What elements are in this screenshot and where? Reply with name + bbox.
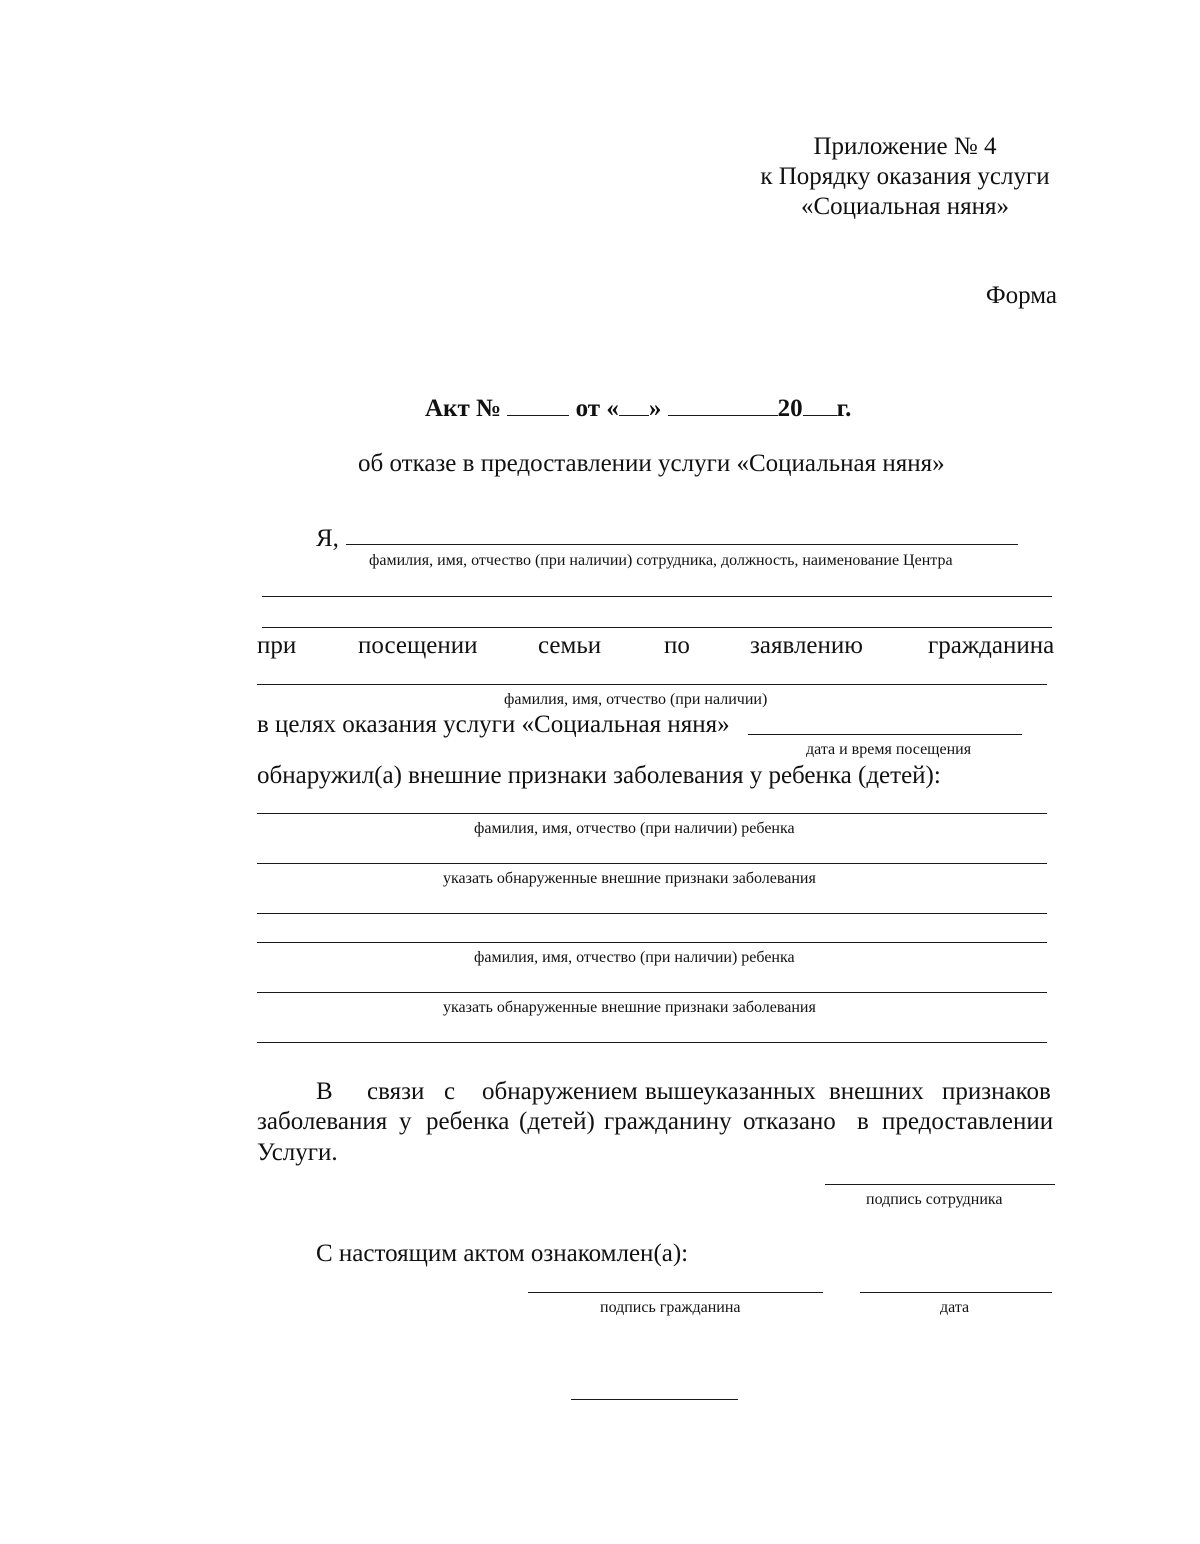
signs-1-caption: указать обнаруженные внешние признаки заболевания <box>443 870 816 887</box>
child-2-line <box>257 942 1047 943</box>
child-2-caption: фамилия, имя, отчество (при наличии) ребенка <box>474 949 795 966</box>
citizen-signature-caption: подпись гражданина <box>600 1299 741 1316</box>
citizen-line <box>257 684 1047 685</box>
conclusion-word: обнаружением <box>482 1078 638 1105</box>
conclusion-word: отказано <box>743 1108 836 1135</box>
conclusion-line-3: Услуги. <box>257 1139 338 1166</box>
visit-word-5: заявлению <box>750 632 863 659</box>
act-month-field <box>668 393 778 416</box>
conclusion-word: признаков <box>942 1078 1051 1105</box>
visit-word-4: по <box>664 632 690 659</box>
conclusion-word: у <box>399 1108 412 1135</box>
appendix-number: Приложение № 4 <box>813 133 997 160</box>
act-number-field <box>507 393 569 416</box>
closing-separator <box>571 1399 738 1400</box>
visit-word-6: гражданина <box>928 632 1055 659</box>
visit-word-3: семьи <box>538 632 602 659</box>
conclusion-word: ребенка <box>426 1108 510 1135</box>
employee-signature-line <box>825 1184 1055 1185</box>
conclusion-word: заболевания <box>257 1108 388 1135</box>
conclusion-word: с <box>444 1078 456 1105</box>
employee-signature-caption: подпись сотрудника <box>866 1191 1003 1208</box>
employee-caption: фамилия, имя, отчество (при наличии) сотрудника, должность, наименование Центра <box>369 552 953 569</box>
child-1-caption: фамилия, имя, отчество (при наличии) ребенка <box>474 820 795 837</box>
form-label: Форма <box>985 282 1057 309</box>
conclusion-word: вышеуказанных <box>645 1078 816 1105</box>
i-prefix: Я, <box>316 525 339 552</box>
signs-2-caption: указать обнаруженные внешние признаки заболевания <box>443 999 816 1016</box>
datetime-line <box>748 734 1022 735</box>
act-date-close-quote: » <box>648 395 662 422</box>
employee-line-2 <box>262 596 1052 597</box>
child-1-line <box>257 813 1047 814</box>
conclusion-word: гражданину <box>604 1108 732 1135</box>
employee-line <box>346 544 1018 545</box>
date-signature-caption: дата <box>940 1299 970 1316</box>
act-day-field <box>619 393 649 416</box>
act-year-prefix: 20 <box>777 395 803 422</box>
signs-1-line-2 <box>257 913 1047 914</box>
visit-word-1: при <box>257 632 297 659</box>
citizen-signature-line <box>528 1292 823 1293</box>
acknowledged-text: С настоящим актом ознакомлен(а): <box>316 1240 689 1267</box>
conclusion-word: связи <box>367 1078 425 1105</box>
conclusion-word: в <box>857 1108 869 1135</box>
appendix-service-name: «Социальная няня» <box>800 193 1010 220</box>
purpose-text: в целях оказания услуги «Социальная няня» <box>257 711 730 738</box>
act-date-from: от « <box>575 395 619 422</box>
visit-word-2: посещении <box>358 632 478 659</box>
act-number-label: Акт № <box>425 395 502 422</box>
conclusion-word: (детей) <box>519 1108 595 1135</box>
appendix-reference: к Порядку оказания услуги <box>760 163 1050 190</box>
citizen-caption: фамилия, имя, отчество (при наличии) <box>504 691 768 708</box>
signs-2-line <box>257 992 1047 993</box>
act-subtitle: об отказе в предоставлении услуги «Социальная няня» <box>358 450 945 477</box>
datetime-caption: дата и время посещения <box>806 741 972 758</box>
date-signature-line <box>860 1292 1052 1293</box>
found-text: обнаружил(а) внешние признаки заболевания у ребенка (детей): <box>257 762 941 789</box>
signs-1-line <box>257 863 1047 864</box>
conclusion-word: внешних <box>829 1078 924 1105</box>
act-year-field <box>803 393 837 416</box>
conclusion-word: предоставлении <box>882 1108 1054 1135</box>
act-title <box>425 393 851 424</box>
conclusion-word: В <box>316 1078 333 1105</box>
act-year-suffix: г. <box>836 395 852 422</box>
employee-line-3 <box>262 627 1052 628</box>
signs-2-line-2 <box>257 1042 1047 1043</box>
